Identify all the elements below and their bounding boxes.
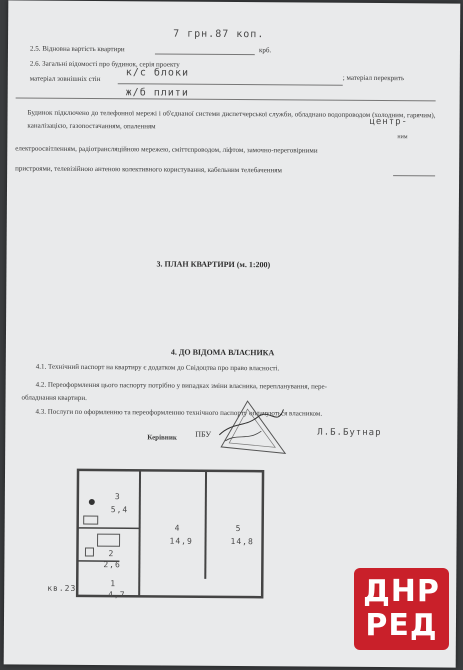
head-name: Л.Б.Бутнар (317, 427, 382, 439)
item-2-6-walls: матеріал зовнішніх стін (29, 74, 101, 84)
overlap-value: ж/б плити (125, 87, 189, 99)
connections-paragraph: Будинок підключено до телефонної мережі і об'єднаної системи диспетчерської служби, обладнано водопроводом (холодним, гарячим), каналізацією, газопостачанням, опаленням (27, 108, 436, 131)
section-3-title: 3. ПЛАН КВАРТИРИ (м. 1:200) (156, 259, 271, 270)
room-2-area: 2,6 (103, 560, 121, 570)
head-abbr: ПБУ (195, 429, 212, 439)
item-4-2a: 4.2. Переоформлення цього паспорту потрібно у випадках зміни власника, перепланування, пере- (35, 380, 327, 391)
room-4-area: 14,9 (169, 536, 193, 546)
head-label: Керівник (147, 433, 177, 442)
room-4-num: 4 (174, 523, 181, 533)
restoration-value: 7 грн.87 коп. (173, 28, 265, 41)
room-5-num: 5 (235, 524, 242, 534)
walls-value: к/с блоки (125, 67, 190, 79)
item-2-6-label: 2.6. Загальні відомості про будинок, серія проекту (29, 59, 180, 69)
heating-value-2: ним (397, 134, 408, 141)
item-2-6-overlap: ; матеріал перекрить (342, 73, 405, 83)
apartment-floor-plan (69, 466, 265, 601)
room-3-num: 3 (114, 492, 121, 502)
item-4-2b: обладнання квартири. (21, 393, 87, 402)
room-3-area: 5,4 (110, 505, 129, 515)
item-4-3: 4.3. Послуги по оформленню та переоформленню технічного паспорту оплачуються власником. (35, 407, 323, 418)
connections-line-2: електроосвітленням, радіотрансляційною мережею, сміттєпроводом, ліфтом, замочно-переговірними (15, 144, 318, 155)
room-5-area: 14,8 (230, 536, 254, 547)
room-1-area: 4,7 (108, 590, 126, 600)
item-2-5-unit: крб. (258, 46, 272, 55)
section-4-title: 4. ДО ВІДОМА ВЛАСНИКА (170, 347, 275, 358)
heating-value: центр- (369, 116, 409, 128)
item-4-1: 4.1. Технічний паспорт на квартиру є додатком до Свідоцтва про право власності. (35, 362, 280, 373)
item-2-5-label: 2.5. Відновна вартість квартири (29, 44, 125, 54)
stamp-triangle (217, 397, 287, 459)
room-2-num: 2 (108, 549, 115, 559)
connections-line-3: пристроями, телевізійною антеною колективного користування, кабельним телебаченням (15, 164, 282, 175)
room-1-num: 1 (110, 579, 117, 589)
apartment-number: кв.23 (47, 583, 77, 593)
dnr-red-logo: ДНР РЕД (354, 568, 449, 650)
